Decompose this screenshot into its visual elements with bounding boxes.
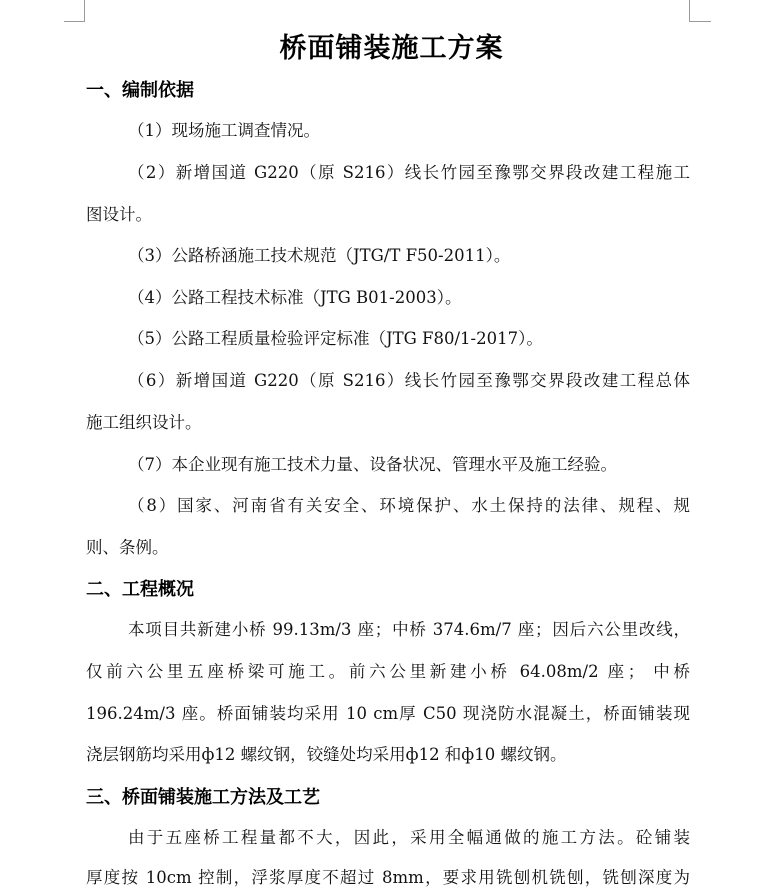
paragraph-line: （1）现场施工调查情况。 <box>128 121 320 140</box>
section-heading-overview: 二、工程概况 <box>86 579 194 600</box>
crop-mark-right-vertical <box>689 0 690 22</box>
crop-mark-left-horizontal <box>64 21 85 22</box>
paragraph-line: 施工组织设计。 <box>86 413 202 432</box>
paragraph-line: 浇层钢筋均采用ф12 螺纹钢，铰缝处均采用ф12 和ф10 螺纹钢。 <box>86 745 567 764</box>
paragraph-line: （4）公路工程技术标准（JTG B01-2003）。 <box>128 288 462 307</box>
paragraph-line: 则、条例。 <box>86 538 169 557</box>
paragraph-line: 图设计。 <box>86 205 152 224</box>
document-title: 桥面铺装施工方案 <box>279 33 504 64</box>
paragraph-line: 仅前六公里五座桥梁可施工。前六公里新建小桥 64.08m/2 座； 中桥 <box>86 662 690 681</box>
paragraph-line: 本项目共新建小桥 99.13m/3 座；中桥 374.6m/7 座；因后六公里改线， <box>128 620 690 639</box>
section-heading-method: 三、桥面铺装施工方法及工艺 <box>86 787 320 808</box>
paragraph-line: （2）新增国道 G220（原 S216）线长竹园至豫鄂交界段改建工程施工 <box>128 163 690 182</box>
paragraph-line: （5）公路工程质量检验评定标准（JTG F80/1-2017）。 <box>128 329 543 348</box>
section-heading-basis: 一、编制依据 <box>86 80 194 101</box>
paragraph-line: 由于五座桥工程量都不大，因此，采用全幅通做的施工方法。砼铺装 <box>128 828 690 847</box>
paragraph-line: 196.24m/3 座。桥面铺装均采用 10 cm厚 C50 现浇防水混凝土，桥面铺装现 <box>86 704 690 723</box>
paragraph-line: （7）本企业现有施工技术力量、设备状况、管理水平及施工经验。 <box>128 455 617 474</box>
paragraph-line: （3）公路桥涵施工技术规范（JTG/T F50-2011）。 <box>128 246 511 265</box>
paragraph-line: （6）新增国道 G220（原 S216）线长竹园至豫鄂交界段改建工程总体 <box>128 371 690 390</box>
paragraph-line: （8）国家、河南省有关安全、环境保护、水土保持的法律、规程、规 <box>128 496 690 515</box>
paragraph-line: 厚度按 10cm 控制，浮浆厚度不超过 8mm，要求用铣刨机铣刨，铣刨深度为 <box>86 868 690 887</box>
crop-mark-right-horizontal <box>689 21 711 22</box>
crop-mark-left-vertical <box>84 0 85 22</box>
